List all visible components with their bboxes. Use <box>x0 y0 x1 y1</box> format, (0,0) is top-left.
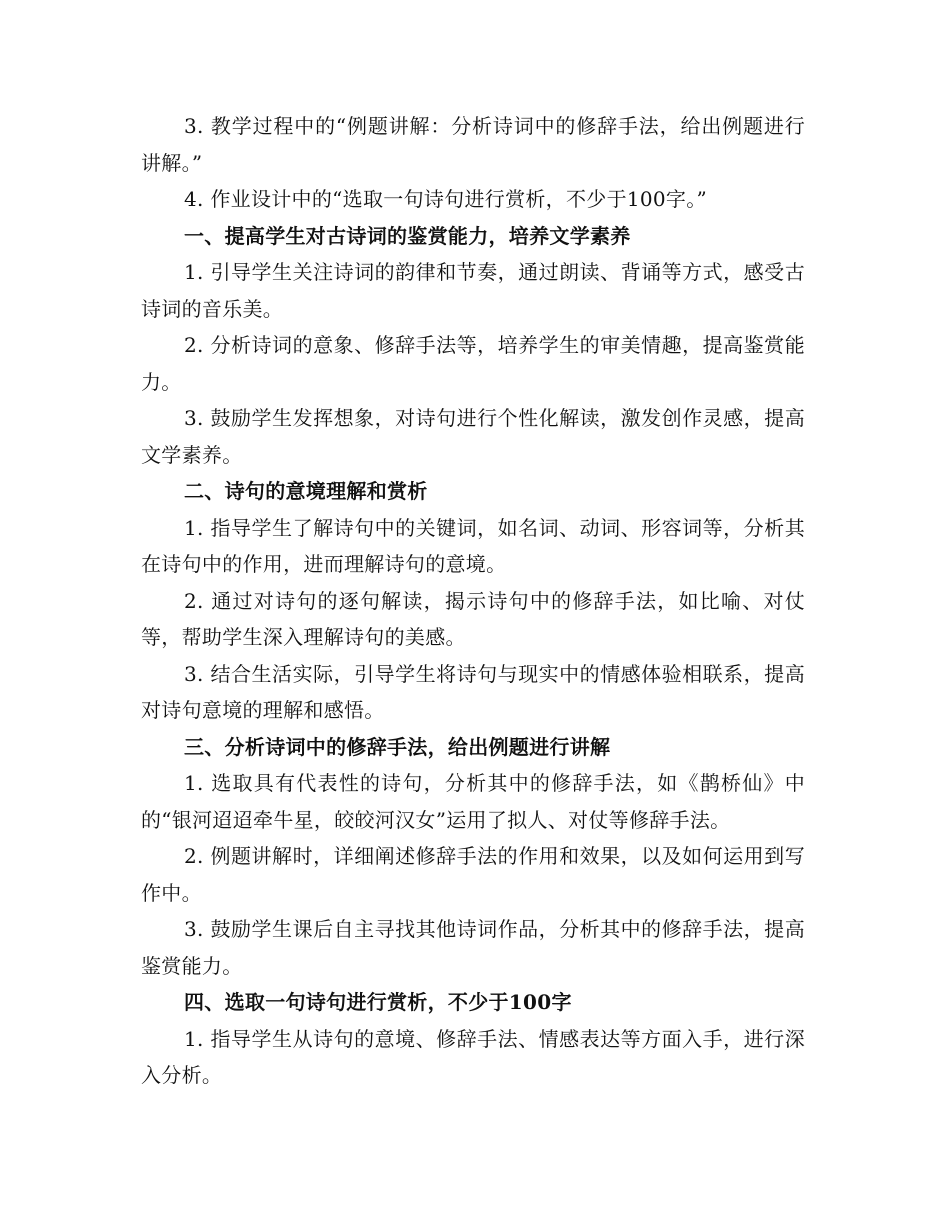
paragraph-homework-design: 4. 作业设计中的“选取一句诗句进行赏析，不少于100字。” <box>184 187 708 211</box>
document-page <box>141 108 805 1094</box>
paragraph-2-3: 3. 结合生活实际，引导学生将诗句与现实中的情感体验相联系，提高对诗句意境的理解和感悟。 <box>141 661 805 722</box>
section-heading-1: 一、提高学生对古诗词的鉴赏能力，培养文学素养 <box>184 223 631 248</box>
paragraph-2-2: 2. 通过对诗句的逐句解读，揭示诗句中的修辞手法，如比喻、对仗等，帮助学生深入理解诗句的美感。 <box>141 588 805 649</box>
paragraph-4-1: 1. 指导学生从诗句的意境、修辞手法、情感表达等方面入手，进行深入分析。 <box>141 1026 805 1087</box>
paragraph-3-1: 1. 选取具有代表性的诗句，分析其中的修辞手法，如《鹊桥仙》中的“银河迢迢牵牛星，皎皎河汉女”运用了拟人、对仗等修辞手法。 <box>141 771 805 832</box>
section-heading-3: 三、分析诗词中的修辞手法，给出例题进行讲解 <box>184 734 611 759</box>
section-heading-2: 二、诗句的意境理解和赏析 <box>184 479 428 503</box>
paragraph-3-2: 2. 例题讲解时，详细阐述修辞手法的作用和效果，以及如何运用到写作中。 <box>141 844 805 905</box>
paragraph-2-1: 1. 指导学生了解诗句中的关键词，如名词、动词、形容词等，分析其在诗句中的作用，进而理解诗句的意境。 <box>141 515 805 576</box>
paragraph-3-3: 3. 鼓励学生课后自主寻找其他诗词作品，分析其中的修辞手法，提高鉴赏能力。 <box>141 917 805 978</box>
paragraph-1-3: 3. 鼓励学生发挥想象，对诗句进行个性化解读，激发创作灵感，提高文学素养。 <box>141 406 805 467</box>
paragraph-teaching-process: 3. 教学过程中的“例题讲解：分析诗词中的修辞手法，给出例题进行讲解。” <box>141 114 805 175</box>
paragraph-1-1: 1. 引导学生关注诗词的韵律和节奏，通过朗读、背诵等方式，感受古诗词的音乐美。 <box>141 260 805 321</box>
paragraph-1-2: 2. 分析诗词的意象、修辞手法等，培养学生的审美情趣，提高鉴赏能力。 <box>141 333 805 394</box>
section-heading-4: 四、选取一句诗句进行赏析，不少于100字 <box>184 990 572 1014</box>
